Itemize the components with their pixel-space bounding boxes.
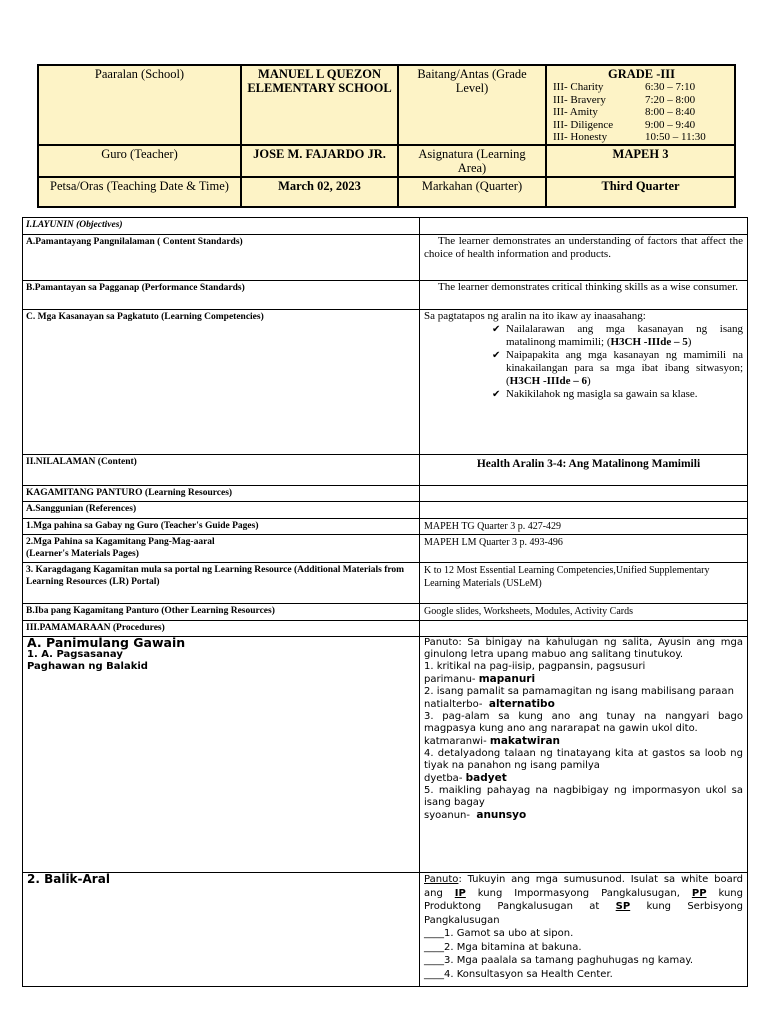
lesson-plan-table — [22, 217, 748, 987]
school-label: Paaralan (School) — [38, 65, 241, 145]
checkmark-icon: ✔ — [492, 388, 501, 400]
drill-item: 1. kritikal na pag-iisip, pagpansin, pagsusuri parimanu- mapanuri — [424, 661, 646, 685]
date-value: March 02, 2023 — [241, 177, 398, 207]
tg-label: 1.Mga pahina sa Gabay ng Guro (Teacher's Guide Pages) — [23, 518, 420, 535]
content-standards-value: The learner demonstrates an understanding of factors that affect the choice of health information and products. — [420, 234, 748, 280]
review-item: ____3. Mga paalala sa tamang paghuhugas ng kamay. — [424, 955, 694, 966]
resources-label: KAGAMITANG PANTURO (Learning Resources) — [23, 485, 420, 502]
tg-value: MAPEH TG Quarter 3 p. 427-429 — [420, 518, 748, 535]
content-standards-label: A.Pamantayang Pangnilalaman ( Content Standards) — [23, 234, 420, 280]
review-item: ____4. Konsultasyon sa Health Center. — [424, 968, 613, 980]
performance-standards-value: The learner demonstrates critical thinking skills as a wise consumer. — [420, 280, 748, 309]
teacher-value: JOSE M. FAJARDO JR. — [241, 145, 398, 177]
review-item: ____1. Gamot sa ubo at sipon. — [424, 928, 574, 939]
learning-area-value: MAPEH 3 — [546, 145, 735, 177]
header-table — [37, 64, 736, 208]
balik-aral-cell — [23, 873, 420, 987]
references-label: A.Sanggunian (References) — [23, 502, 420, 519]
school-value: MANUEL L QUEZON ELEMENTARY SCHOOL — [241, 65, 398, 145]
grade-sections — [546, 65, 735, 145]
competencies-intro: Sa pagtatapos ng aralin na ito ikaw ay inaasahang: — [424, 309, 646, 322]
content-label: II.NILALAMAN (Content) — [23, 454, 420, 485]
drill-item: 2. isang pamalit sa pamamagitan ng isang mabilisang paraan natialterbo- alternatibo — [424, 686, 734, 710]
other-resources-label: B.Iba pang Kagamitang Panturo (Other Learning Resources) — [23, 604, 420, 621]
panimulang-gawain-cell — [23, 637, 420, 873]
date-label: Petsa/Oras (Teaching Date & Time) — [38, 177, 241, 207]
pagsasanay-label: 1. A. Pagsasanay — [27, 649, 123, 660]
balik-aral-title: 2. Balik-Aral — [27, 872, 110, 886]
other-resources-value: Google slides, Worksheets, Modules, Activity Cards — [420, 604, 748, 621]
grade-title: GRADE -III — [607, 67, 676, 81]
panimulang-gawain-title: A. Panimulang Gawain — [27, 636, 186, 650]
drill-item: 4. detalyadong talaan ng tinatayang kita at gastos sa loob ng tiyak na panahon ng isang pamilya dyetba- badyet — [424, 748, 743, 784]
lm-label: 2.Mga Pahina sa Kagamitang Pang-Mag-aaral (Learner's Materials Pages) — [23, 535, 420, 563]
grade-level-label: Baitang/Antas (Grade Level) — [398, 65, 546, 145]
section-row: III- Diligence 9:00 – 9:40 — [553, 118, 696, 131]
checkmark-icon: ✔ — [492, 323, 501, 335]
content-value: Health Aralin 3-4: Ang Matalinong Mamimili — [420, 454, 748, 485]
pagsasanay-instructions: Panuto: Sa binigay na kahulugan ng salita, Ayusin ang mga ginulong letra upang mabuo ang salitang tinutukoy. — [424, 637, 743, 660]
teacher-label: Guro (Teacher) — [38, 145, 241, 177]
drill-item: 5. maikling pahayag na nagbibigay ng impormasyon ukol sa isang bagay syoanun- anunsyo — [424, 785, 743, 821]
competency-item: ✔ Naipapakita ang mga kasanayan ng mamimili na kinakailangan para sa mga ibat ibang sitwasyon; (H3CH -IIIde – 6) — [492, 348, 743, 387]
section-row: III- Honesty 10:50 – 11:30 — [553, 131, 706, 144]
learning-area-label: Asignatura (Learning Area) — [398, 145, 546, 177]
balik-aral-content — [420, 873, 748, 987]
lr-label: 3. Karagdagang Kagamitan mula sa portal ng Learning Resource (Additional Materials from Learning Resources (LR) Portal) — [23, 563, 420, 604]
competencies-label: C. Mga Kasanayan sa Pagkatuto (Learning Competencies) — [23, 309, 420, 454]
checkmark-icon: ✔ — [492, 349, 501, 361]
section-row: III- Amity 8:00 – 8:40 — [553, 106, 696, 119]
paghawan-label: Paghawan ng Balakid — [27, 661, 148, 672]
procedures-label: III.PAMAMARAAN (Procedures) — [23, 620, 420, 637]
quarter-label: Markahan (Quarter) — [398, 177, 546, 207]
lr-value: K to 12 Most Essential Learning Competencies,Unified Supplementary Learning Materials (USLeM) — [420, 563, 748, 604]
section-row: III- Bravery 7:20 – 8:00 — [553, 93, 696, 106]
competency-item: ✔ Nailalarawan ang mga kasanayan ng isang matalinong mamimili; (H3CH -IIIde – 5) — [492, 322, 743, 348]
quarter-value: Third Quarter — [546, 177, 735, 207]
competencies-cell — [420, 309, 748, 454]
pagsasanay-content — [420, 637, 748, 873]
section-row: III- Charity 6:30 – 7:10 — [553, 81, 696, 93]
performance-standards-label: B.Pamantayan sa Pagganap (Performance Standards) — [23, 280, 420, 309]
competency-item: ✔ Nakikilahok ng masigla sa gawain sa klase. — [492, 387, 698, 400]
balik-aral-instructions: Panuto: Tukuyin ang mga sumusunod. Isulat sa white board ang IP kung Impormasyong Pangkalusugan, PP kung Produktong Pangkalusugan at SP kung Serbisyong Pangkalusugan — [424, 874, 743, 926]
objectives-heading: I.LAYUNIN (Objectives) — [23, 218, 420, 235]
review-item: ____2. Mga bitamina at bakuna. — [424, 941, 582, 953]
lm-value: MAPEH LM Quarter 3 p. 493-496 — [420, 535, 748, 563]
drill-item: 3. pag-alam sa kung ano ang tunay na nangyari bago magpasya kung ano ang nararapat na gawin ukol dito. katmaranwi- makatwiran — [424, 711, 743, 747]
